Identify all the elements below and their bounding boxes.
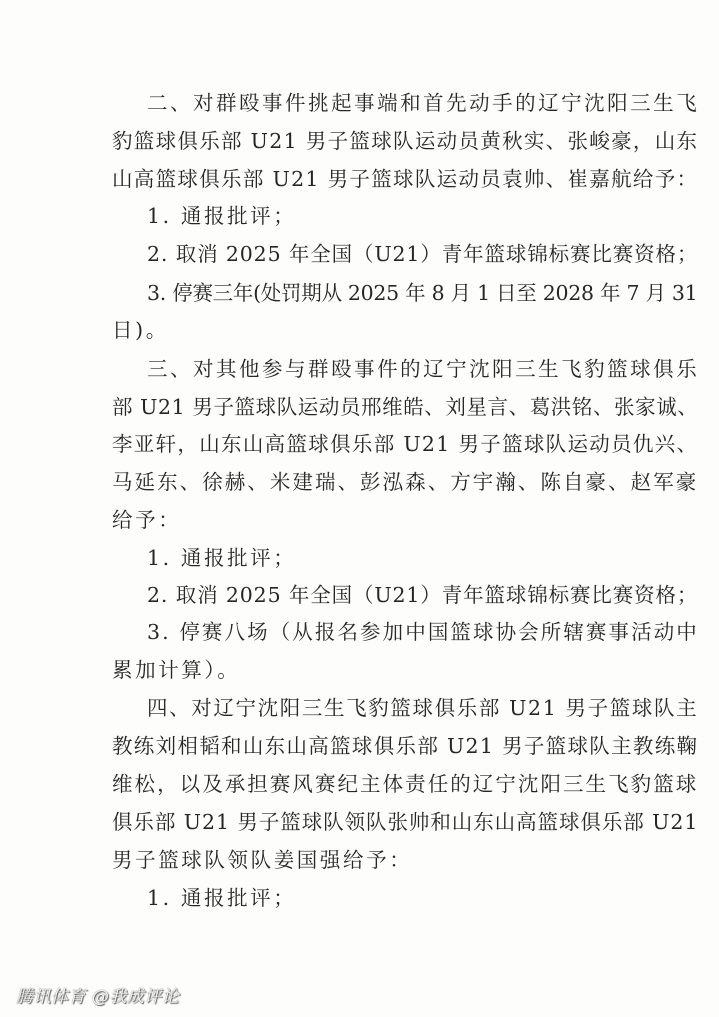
list-item: 1. 通报批评；	[147, 886, 297, 910]
list-item: 2. 取消 2025 年全国（U21）青年篮球锦标赛比赛资格；	[147, 583, 699, 607]
paragraph-line: 四、对辽宁沈阳三生飞豹篮球俱乐部 U21 男子篮球队主	[147, 696, 699, 720]
paragraph-line: 二、对群殴事件挑起事端和首先动手的辽宁沈阳三生飞	[147, 91, 700, 115]
list-item: 2. 取消 2025 年全国（U21）青年篮球锦标赛比赛资格；	[147, 242, 699, 266]
paragraph-line: 山高篮球俱乐部 U21 男子篮球队运动员袁帅、崔嘉航给予：	[112, 167, 699, 191]
paragraph-line: 累加计算）。	[112, 658, 241, 682]
paragraph-line: 日)。	[112, 318, 169, 342]
paragraph-line: 三、对其他参与群殴事件的辽宁沈阳三生飞豹篮球俱乐	[147, 357, 700, 381]
paragraph-line: 男子篮球队领队姜国强给予：	[112, 848, 413, 872]
paragraph-line: 马延东、徐赫、米建瑞、彭泓森、方宇瀚、陈自豪、赵军豪	[112, 470, 699, 494]
list-item: 1. 通报批评；	[147, 204, 297, 228]
paragraph-line: 维松，以及承担赛风赛纪主体责任的辽宁沈阳三生飞豹篮球	[112, 772, 699, 796]
watermark: 腾讯体育 @我成评论	[16, 987, 180, 1007]
list-item: 3. 停赛三年(处罚期从 2025 年 8 月 1 日至 2028 年 7 月 31	[147, 281, 698, 305]
list-item: 3. 停赛八场（从报名参加中国篮球协会所辖赛事活动中	[147, 620, 699, 644]
paragraph-line: 部 U21 男子篮球队运动员邢维皓、刘星言、葛洪铭、张家诚、	[112, 395, 699, 419]
paragraph-line: 俱乐部 U21 男子篮球队领队张帅和山东山高篮球俱乐部 U21	[112, 810, 699, 834]
paragraph-line: 给予：	[112, 508, 182, 532]
paragraph-line: 教练刘相韬和山东山高篮球俱乐部 U21 男子篮球队主教练鞠	[112, 734, 699, 758]
list-item: 1. 通报批评；	[147, 546, 297, 570]
paragraph-line: 豹篮球俱乐部 U21 男子篮球队运动员黄秋实、张峻豪，山东	[112, 129, 699, 153]
paragraph-line: 李亚轩，山东山高篮球俱乐部 U21 男子篮球队运动员仇兴、	[112, 432, 699, 456]
